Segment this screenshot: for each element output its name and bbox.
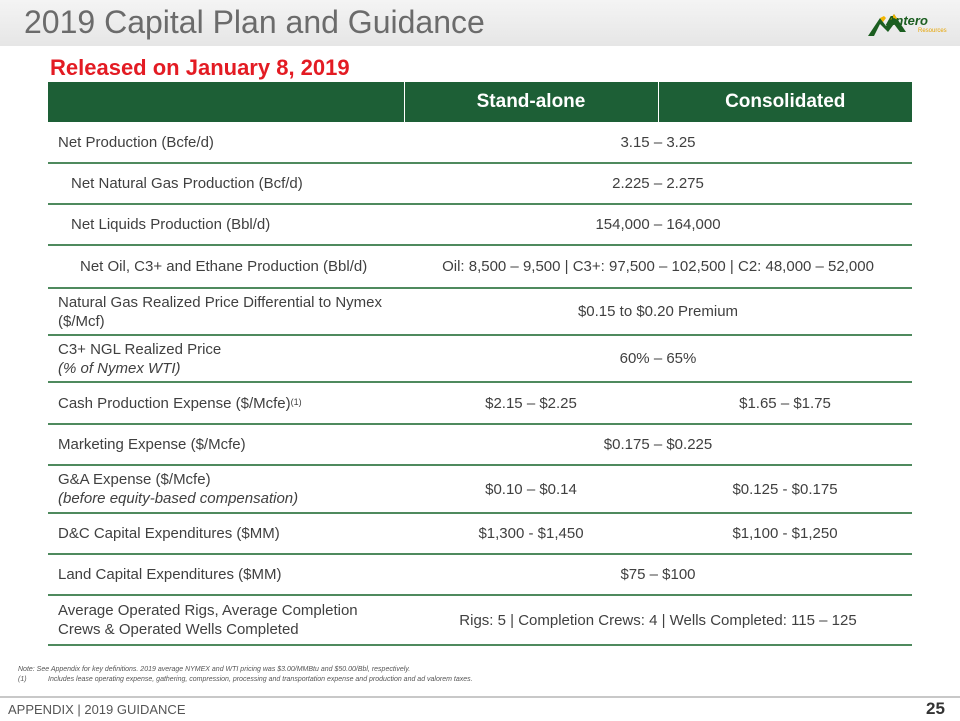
row-label: G&A Expense ($/Mcfe) [58,471,211,488]
consolidated-value: $1,100 - $1,250 [658,513,912,554]
row-label: Marketing Expense ($/Mcfe) [48,424,404,465]
footer-section-label: APPENDIX | 2019 GUIDANCE [8,702,186,717]
page-number: 25 [926,699,945,718]
row-label: Average Operated Rigs, Average Completion Crews & Operated Wells Completed [48,595,404,645]
table-row-marketing-expense [48,424,912,465]
footnote-1-text: Includes lease operating expense, gathering, compression, processing and transportation expense and production and ad valorem taxes. [48,676,473,683]
table-row-dc-capex [48,513,912,554]
row-value: 154,000 – 164,000 [404,204,912,245]
row-value: $0.175 – $0.225 [404,424,912,465]
table-row-natural-gas [48,163,912,204]
row-label: C3+ NGL Realized Price [58,340,222,358]
row-label: Cash Production Expense ($/Mcfe) [58,394,291,412]
header-cell-consolidated: Consolidated [658,82,912,122]
row-value: $75 – $100 [404,554,912,595]
table-row-net-production [48,122,912,163]
consolidated-value: $1.65 – $1.75 [658,382,912,424]
row-label: Net Oil, C3+ and Ethane Production (Bbl/d) [48,245,404,288]
header-cell-blank [48,82,404,122]
release-date-subtitle: Released on January 8, 2019 [50,55,350,80]
row-label-note: (before equity-based compensation) [58,490,299,507]
header-cell-standalone: Stand-alone [404,82,658,122]
footnote-1-number: (1) [18,676,27,683]
consolidated-value: $0.125 - $0.175 [658,465,912,513]
row-value: Oil: 8,500 – 9,500 | C3+: 97,500 – 102,500 | C2: 48,000 – 52,000 [404,245,912,288]
table-row-land-capex [48,554,912,595]
row-label: Net Production (Bcfe/d) [48,122,404,163]
row-value: 2.225 – 2.275 [404,163,912,204]
table-row-oil-c3-ethane [48,245,912,288]
row-value: $0.15 to $0.20 Premium [404,288,912,335]
table-header-row [48,82,912,122]
row-label: Land Capital Expenditures ($MM) [48,554,404,595]
row-label-cell [48,382,404,424]
guidance-table [48,82,912,646]
row-label: Natural Gas Realized Price Differential to Nymex ($/Mcf) [48,288,404,335]
table-row-rigs-crews-wells [48,595,912,645]
logo-text: Antero [886,13,928,28]
row-label-cell [48,335,404,382]
row-label: D&C Capital Expenditures ($MM) [48,513,404,554]
logo-subtext: Resources [918,28,947,34]
row-label: Net Liquids Production (Bbl/d) [48,204,404,245]
standalone-value: $0.10 – $0.14 [404,465,658,513]
table-row-ga-expense [48,465,912,513]
standalone-value: $2.15 – $2.25 [404,382,658,424]
footnote-ref: (1) [290,396,302,407]
table-row-gas-price-differential [48,288,912,335]
footnote-note: Note: See Appendix for key definitions. 2019 average NYMEX and WTI pricing was $3.00/MMBtu and $50.00/Bbl, respectively. [18,666,411,673]
page-title: 2019 Capital Plan and Guidance [24,4,485,40]
standalone-value: $1,300 - $1,450 [404,513,658,554]
table-row-cash-production-expense [48,382,912,424]
row-label-note: (% of Nymex WTI) [58,359,181,377]
row-value: 3.15 – 3.25 [404,122,912,163]
row-value: 60% – 65% [404,335,912,382]
footer-divider [0,696,960,698]
row-value: Rigs: 5 | Completion Crews: 4 | Wells Completed: 115 – 125 [404,595,912,645]
table-row-ngl-price [48,335,912,382]
row-label-cell [48,465,404,513]
table-row-liquids [48,204,912,245]
footnotes [18,665,838,685]
row-label: Net Natural Gas Production (Bcf/d) [48,163,404,204]
footnote-1 [18,675,838,685]
